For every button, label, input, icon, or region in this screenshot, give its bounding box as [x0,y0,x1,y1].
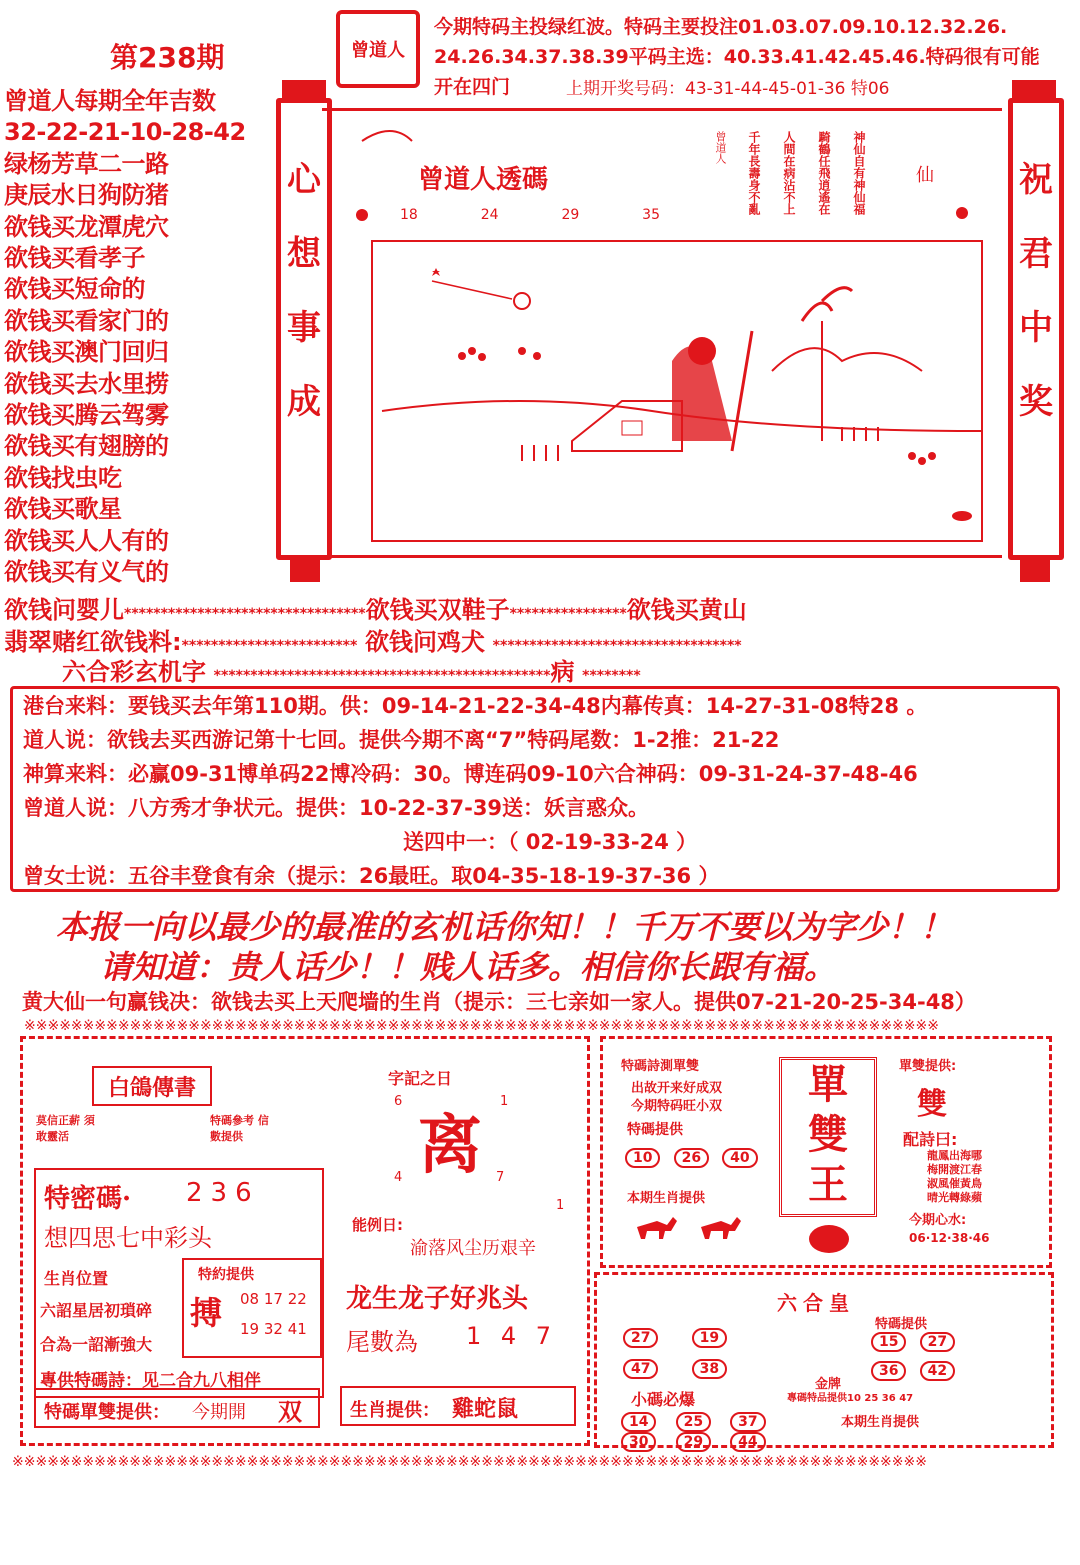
scroll-left-char: 心 [287,160,321,200]
number-ball: 10 [625,1148,660,1168]
lower-mid-label: 金牌 [815,1377,842,1392]
riddle-text: 欲钱问鸡犬 [365,628,485,656]
fine-line: 專碼特品提供10 25 36 47 [787,1393,914,1404]
left-line: 庚辰水日狗防猪 [4,181,169,210]
stars: ******** [582,668,641,684]
tema-poem-line: 專供特碼詩：见二合九八相伴 [40,1371,261,1391]
scroll-right-top-cap [1012,80,1056,98]
picture-number: 35 [642,207,660,223]
number-ball: 40 [722,1148,757,1168]
mid-num-7: 7 [496,1170,505,1185]
issue-number: 第238期 [110,41,225,74]
scroll-right-bottom-cap [1020,560,1050,582]
sage-illustration [322,111,1002,561]
zodiac-position-text-2: 合為一詔漸強大 [40,1335,153,1354]
number-ball: 27 [920,1332,955,1352]
right-poem-1: 龍鳳出海哪 [927,1149,982,1162]
left-line: 曾道人每期全年吉数 [4,87,216,115]
zodiac-position-label: 生肖位置 [44,1269,109,1288]
number-ball: 15 [871,1332,906,1352]
danshuang-value-2: 双 [278,1398,302,1426]
right-poem-2: 梅開渡江春 [927,1163,982,1176]
mid-num-4: 4 [394,1170,403,1185]
riddle-text: 欲钱买黄山 [626,596,747,624]
stars: ********************************************** [213,668,551,684]
tema-value: 236 [186,1178,260,1208]
right-ds-label: 單雙提供: [899,1059,957,1074]
tema-phrase: 想四思七中彩头 [44,1224,212,1252]
scroll-right [1008,98,1064,560]
scroll-left-char: 成 [287,382,321,422]
number-ball: 27 [623,1328,658,1348]
tail-label: 尾數為 [346,1328,418,1356]
picture-title: 曾道人透碼 [418,165,549,195]
left-line: 欲钱买去水里捞 [4,369,169,398]
right-tema-label: 特碼提供 [627,1122,683,1138]
riddle-text: 六合彩玄机字 [62,658,206,686]
number-ball: 30 [621,1432,656,1452]
scroll-right-char: 奖 [1019,382,1053,422]
number-ball: 29 [676,1432,711,1452]
tail-value: 1 4 7 [466,1322,558,1350]
riddle-text: 翡翠赌红欲钱料: [4,628,182,656]
mid-label: 能例日: [352,1216,403,1234]
right-poem-label: 配詩曰: [903,1130,958,1149]
dan-shuang-wang-box [779,1057,877,1217]
info-line: 曾道人说：八方秀才争状元。提供：10-22-37-39送：妖言惑众。 [23,796,650,820]
header-line-1: 今期特码主投绿红波。特码主要投注01.03.07.09.10.12.32.26. [434,16,1008,38]
right-zodiac-label: 本期生肖提供 [627,1191,706,1206]
slogan-2: 请知道：贵人话少！！贱人话多。相信你长跟有福。 [100,948,837,986]
left-line: 欲钱买腾云驾雾 [4,401,169,430]
stars: ********************************* [124,606,366,622]
number-ball: 37 [730,1412,765,1432]
zodiac-value: 雞蛇鼠 [452,1397,519,1422]
header-last-draw: 上期开奖号码：43-31-44-45-01-36 特06 [566,79,890,99]
header-line-2: 24.26.34.37.38.39平码主选：40.33.41.42.45.46.特码很有可能 [434,46,1040,68]
picture-number: 24 [480,207,499,223]
bo-numbers-1: 08 17 22 [240,1290,307,1308]
number: 38 [951,1231,969,1245]
mid-num-1: 1 [500,1094,509,1109]
scroll-right-char: 中 [1019,308,1053,348]
left-line: 欲钱找虫吃 [4,463,122,492]
bo-box [182,1258,322,1358]
stars: **************** [509,606,627,622]
scroll-right-char: 君 [1019,234,1053,274]
left-line: 欲钱买短命的 [4,275,145,304]
big-li-char: 离 [418,1109,482,1183]
scroll-left-char: 事 [287,308,321,348]
riddle-text: 欲钱问婴儿 [4,596,124,624]
right-lower-panel [594,1272,1054,1448]
flower-border-bottom: ※※※※※※※※※※※※※※※※※※※※※※※※※※※※※※※※※※※※※※※※※※※※※※※※※※※※※※※※※※※※※※※※※※※※※※※※※※※※※※ [12,1454,927,1470]
left-line: 32-22-21-10-28-42 [4,118,246,147]
stars: ********************************** [492,638,742,654]
huang-daxian-line: 黄大仙一句赢钱决：欲钱去买上天爬墙的生肖（提示：三七亲如一家人。提供07-21-20-25-34-48） [22,990,976,1014]
poem-author: 曾道人 [714,131,727,164]
right-poem-4: 晴光轉綠蘋 [927,1191,982,1204]
picture-number: 29 [561,207,580,223]
number: 12 [930,1231,947,1245]
mid-phrase-1: 渝落风尘历艰辛 [410,1238,536,1259]
number-ball: 19 [692,1328,727,1348]
zijizhi-title: 字記之日 [388,1069,453,1088]
right-title: 特碼詩測單雙 [621,1059,700,1074]
number-ball: 25 [676,1412,711,1432]
note-right: 特碼參考 信數提供 [210,1114,269,1143]
riddle-text: 病 [550,658,575,686]
left-line: 欲钱买歌星 [4,495,122,524]
slogan-1: 本报一向以最少的最准的玄机话你知！！千万不要以为字少！！ [56,908,953,946]
scroll-left-char: 想 [287,234,321,274]
lower-numbers-a [623,1327,763,1379]
zodiac-label: 生肖提供： [350,1400,440,1421]
tema-block [34,1168,324,1398]
info-box [10,686,1060,892]
right-upper-panel [600,1036,1052,1268]
danshuang-value-1: 今期開 [192,1402,246,1423]
right-tema-numbers [625,1147,766,1168]
lower-label-b: 特碼提供 [875,1317,928,1332]
note-left: 莫信正薪 須敢靈活 [36,1114,95,1143]
big-dan: 單 [808,1062,848,1108]
number-ball: 26 [674,1148,709,1168]
left-line: 欲钱买有翅膀的 [4,432,169,461]
poem-column: 神仙自有神仙福 [852,131,866,215]
flower-border-top: ※※※※※※※※※※※※※※※※※※※※※※※※※※※※※※※※※※※※※※※※※※※※※※※※※※※※※※※※※※※※※※※※※※※※※※※※※※※※※※ [24,1018,939,1034]
xiaoma-numbers-2 [621,1431,801,1452]
number-ball: 14 [621,1412,656,1432]
poem-column: 人間在病沾不上 [782,131,796,215]
right-heart-numbers: 06·12·38·46 [909,1231,990,1245]
stars: ************************ [181,638,358,654]
bo-label: 特約提供 [198,1267,254,1283]
header-line-3a: 开在四门 [434,76,511,98]
left-line: 绿杨芳草二一路 [4,149,169,178]
scroll-left-bottom-cap [290,560,320,582]
white-dove-title: 白鴿傳書 [92,1066,212,1106]
fortune-picture [322,108,1002,558]
number: 06 [909,1231,926,1245]
tema-label: 特密碼· [44,1184,132,1214]
left-line: 欲钱买看孝子 [4,244,145,273]
bo-char: 搏 [190,1294,223,1332]
right-verse-1: 出故开来好成双 [631,1081,723,1096]
bo-numbers-2: 19 32 41 [240,1320,307,1338]
info-line: 送四中一：（ 02-19-33-24 ） [403,830,698,854]
riddle-line-3 [62,652,641,687]
number-ball: 36 [871,1361,906,1381]
big-wang: 王 [808,1162,848,1208]
poem-column: 騎鶴任飛逍遙在 [817,131,831,215]
info-line: 曾女士说：五谷丰登食有余（提示：26最旺。取04-35-18-19-37-36 ） [23,864,720,888]
right-heart-label: 今期心水: [909,1213,967,1228]
right-ds-value: 雙 [917,1087,947,1122]
scroll-right-char: 祝 [1019,160,1053,200]
lower-numbers-b [871,1331,991,1381]
left-riddle-column [4,86,304,589]
number-ball: 44 [730,1432,765,1452]
number-ball: 42 [920,1361,955,1381]
horse-icons [631,1207,751,1243]
info-line: 道人说：欲钱去买西游记第十七回。提供今期不离“7”特码尾数：1-2推：21-22 [23,728,780,752]
zodiac-box [340,1386,576,1426]
mid-num-1b: 1 [556,1198,565,1213]
big-shuang: 雙 [808,1112,848,1158]
poem-column: 千年長壽身不亂 [747,131,761,215]
lower-zodiac-label: 本期生肖提供 [841,1415,920,1430]
riddle-line-1 [4,590,747,625]
mid-phrase-2: 龙生龙子好兆头 [346,1284,529,1314]
danshuang-box [34,1388,320,1428]
right-verse-2: 今期特码旺小双 [631,1099,723,1114]
info-line: 港台来料：要钱买去年第110期。供：09-14-21-22-34-48内幕传真：14-27-31-08特28 。 [23,694,928,718]
picture-corner-char: 仙 [916,165,934,186]
scroll-left-top-cap [282,80,326,98]
xiaoma-numbers [621,1411,801,1432]
left-line: 欲钱买人人有的 [4,526,169,555]
flower-emblem-icon [809,1225,849,1253]
number-ball: 38 [692,1359,727,1379]
left-line: 欲钱买澳门回归 [4,338,169,367]
right-poem-3: 淑風催黃鳥 [927,1177,982,1190]
left-line: 欲钱买有义气的 [4,558,169,587]
xiaoma-label: 小碼必爆 [631,1390,696,1409]
left-line: 欲钱买龙潭虎穴 [4,212,169,241]
info-line: 神算来料：必赢09-31博单码22博冷码：30。博连码09-10六合神码：09-31-24-37-48-46 [23,762,918,786]
liuhe-title: 六合皇 [777,1291,855,1315]
zeng-daoren-logo: 曾道人 [336,10,420,88]
danshuang-label: 特碼單雙提供： [44,1402,170,1423]
number-ball: 47 [623,1359,658,1379]
number: 46 [972,1231,990,1245]
left-line: 欲钱买看家门的 [4,306,169,335]
mid-num-6: 6 [394,1094,403,1109]
riddle-text: 欲钱买双鞋子 [365,596,510,624]
zodiac-position-text-1: 六詔星居初瑣碎 [40,1301,153,1320]
picture-number: 18 [400,207,418,223]
